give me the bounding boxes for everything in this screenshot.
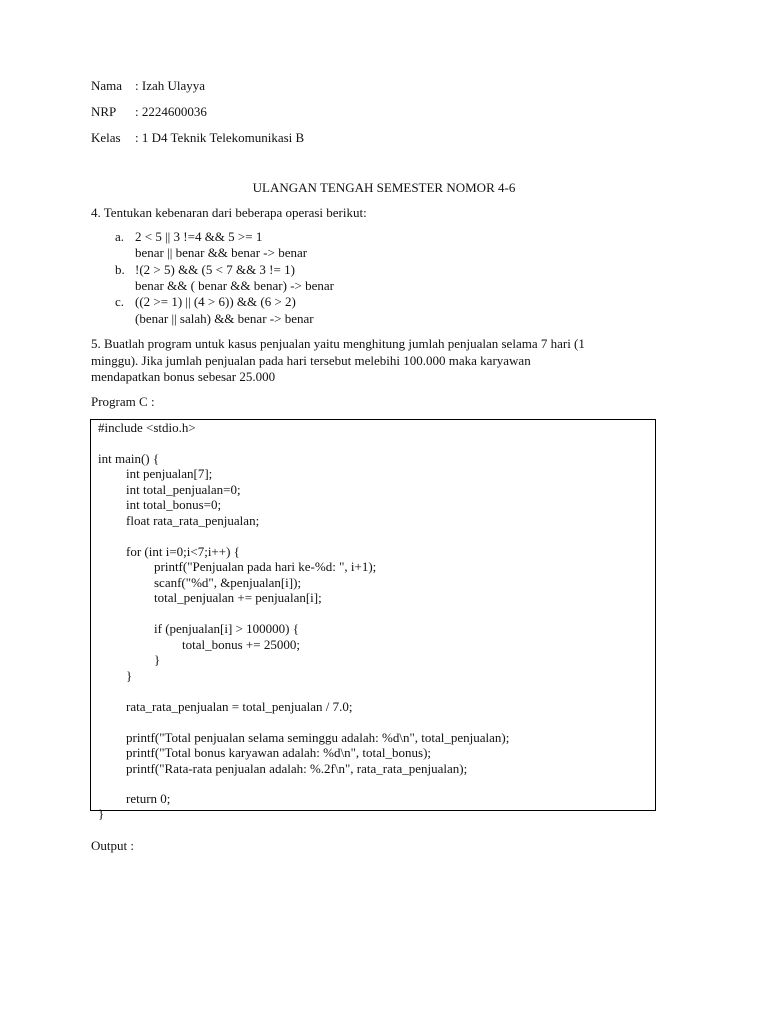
question-5-line-2: minggu). Jika jumlah penjualan pada hari tersebut melebihi 100.000 maka karyawan <box>91 353 531 368</box>
name-label: Nama <box>91 78 123 93</box>
item-b-expression: !(2 > 5) && (5 < 7 && 3 != 1) <box>135 262 295 277</box>
program-label: Program C : <box>91 394 155 409</box>
item-b-answer: benar && ( benar && benar) -> benar <box>135 278 334 293</box>
code-line: scanf("%d", &penjualan[i]); <box>128 575 302 590</box>
code-line: float rata_rata_penjualan; <box>113 513 260 528</box>
code-line: printf("Rata-rata penjualan adalah: %.2f\n", rata_rata_penjualan); <box>113 761 468 776</box>
page-title: ULANGAN TENGAH SEMESTER NOMOR 4-6 <box>252 180 516 195</box>
item-a-answer: benar || benar && benar -> benar <box>135 245 308 260</box>
code-line: int total_bonus=0; <box>113 497 222 512</box>
code-line: if (penjualan[i] > 100000) { <box>128 621 299 636</box>
item-c-answer: (benar || salah) && benar -> benar <box>135 311 314 326</box>
name-value: : Izah Ulayya <box>135 78 206 93</box>
output-label: Output : <box>91 838 134 853</box>
nrp-label: NRP <box>91 104 117 119</box>
code-line: printf("Total bonus karyawan adalah: %d\n", total_bonus); <box>113 745 432 760</box>
class-value: : 1 D4 Teknik Telekomunikasi B <box>135 130 305 145</box>
question-5-line-3: mendapatkan bonus sebesar 25.000 <box>91 369 276 384</box>
class-label: Kelas <box>91 130 121 145</box>
question-5-line-1: 5. Buatlah program untuk kasus penjualan yaitu menghitung jumlah penjualan selama 7 hari (1 <box>91 336 585 351</box>
item-a-marker: a. <box>115 229 125 244</box>
code-line: } <box>98 806 105 821</box>
code-line: rata_rata_penjualan = total_penjualan / 7.0; <box>113 699 353 714</box>
code-line: #include <stdio.h> <box>98 420 196 435</box>
question-4-prompt: 4. Tentukan kebenaran dari beberapa operasi berikut: <box>91 205 367 220</box>
item-c-marker: c. <box>115 294 125 309</box>
code-line: for (int i=0;i<7;i++) { <box>113 544 240 559</box>
code-line: return 0; <box>113 791 171 806</box>
code-box <box>90 419 656 821</box>
code-line: printf("Total penjualan selama seminggu adalah: %d\n", total_penjualan); <box>113 730 510 745</box>
item-b-marker: b. <box>115 262 125 277</box>
item-a-expression: 2 < 5 || 3 !=4 && 5 >= 1 <box>135 229 263 244</box>
item-c-expression: ((2 >= 1) || (4 > 6)) && (6 > 2) <box>135 294 296 309</box>
code-line: total_bonus += 25000; <box>143 637 300 652</box>
code-line: int total_penjualan=0; <box>113 482 241 497</box>
nrp-value: : 2224600036 <box>135 104 207 119</box>
code-line: } <box>128 652 161 667</box>
code-line: total_penjualan += penjualan[i]; <box>128 590 322 605</box>
code-line: } <box>113 668 133 683</box>
code-line: printf("Penjualan pada hari ke-%d: ", i+1); <box>128 559 377 574</box>
code-line: int main() { <box>98 451 160 466</box>
code-line: int penjualan[7]; <box>113 466 213 481</box>
